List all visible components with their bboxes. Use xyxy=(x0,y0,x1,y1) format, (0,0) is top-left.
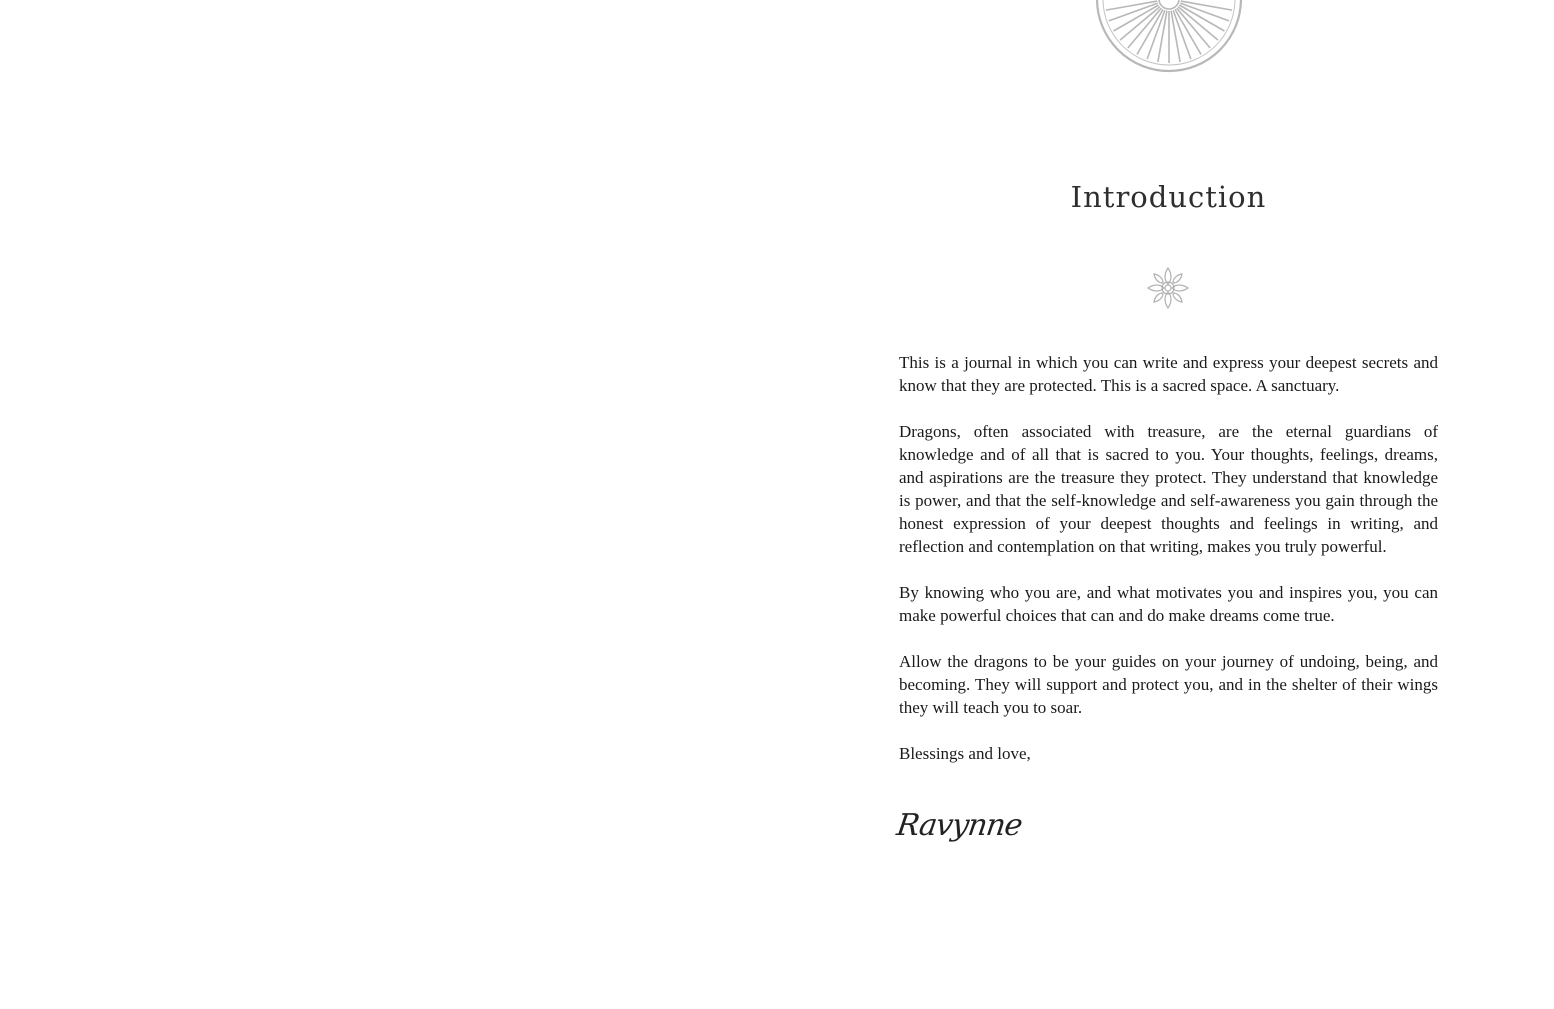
author-signature: Ravynne xyxy=(894,808,1024,843)
paragraph-4: Allow the dragons to be your guides on your journey of undoing, being, and becoming. They will support and protect you, and in the shelter of their wings they will teach you to soar. xyxy=(899,652,1438,717)
mandala-icon xyxy=(1094,0,1244,74)
closing-line: Blessings and love, xyxy=(899,744,1031,763)
intro-body xyxy=(899,351,1438,788)
paragraph-2: Dragons, often associated with treasure, are the eternal guardians of knowledge and of all that is sacred to you. Your thoughts, feelings, dreams, and aspirations are the treasure they protect. They understand that knowledge is power, and that the self-knowledge and self-awareness you gain through the honest expression of your deepest thoughts and feelings in writing, and reflection and contemplation on that writing, makes you truly powerful. xyxy=(899,422,1438,556)
lotus-ornament-icon xyxy=(1146,266,1190,310)
paragraph-1: This is a journal in which you can write and express your deepest secrets and know that they are protected. This is a sacred space. A sanctuary. xyxy=(899,353,1438,395)
page-title: Introduction xyxy=(1070,180,1267,214)
paragraph-3: By knowing who you are, and what motivates you and inspires you, you can make powerful choices that can and do make dreams come true. xyxy=(899,583,1438,625)
